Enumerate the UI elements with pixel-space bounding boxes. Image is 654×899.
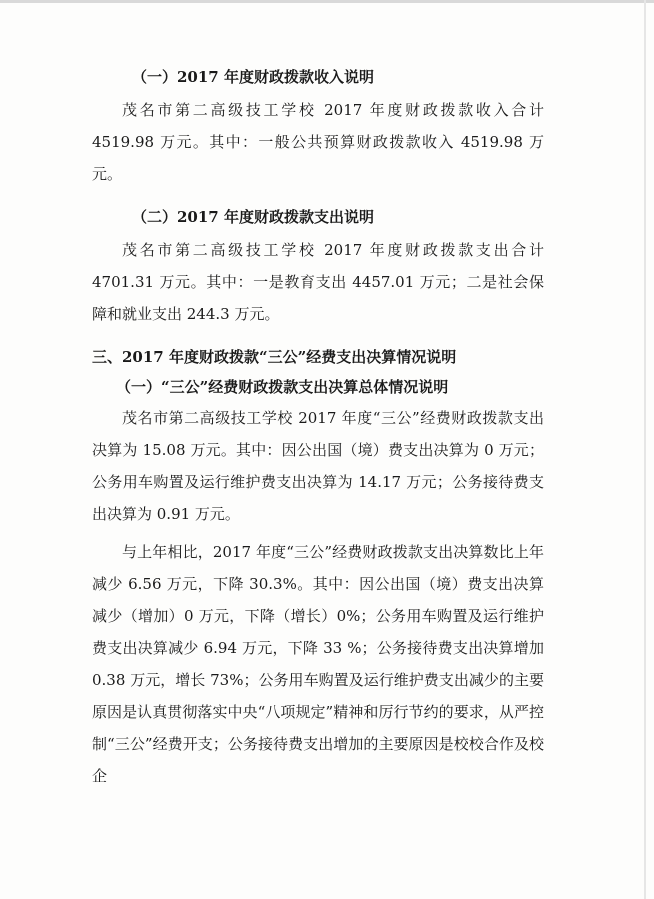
section3-heading: 三、2017 年度财政拨款“三公”经费支出决算情况说明 (92, 348, 457, 366)
section3-1-heading: （一）“三公”经费财政拨款支出决算总体情况说明 (116, 378, 449, 396)
section2-heading: （二）2017 年度财政拨款支出说明 (132, 208, 374, 226)
section3-1-paragraph-2: 与上年相比，2017 年度“三公”经费财政拨款支出决算数比上年减少 6.56 万元，下降 30.3%。其中：因公出国（境）费支出决算减少（增加）0 万元，下降（增长）0%；公务用车购置及运行维护费支出决算减少 6.94 万元，下降 33 %；公务接待费支出决算增加 0.38 万元，增长 73%；公务用车购置及运行维护费支出减少的主要原因是认真贯彻落实中央“八项规定”精神和厉行节约的要求，从严控制“三公”经费开支；公务接待费支出增加的主要原因是校校合作及校企 (92, 543, 544, 785)
section1-heading: （一）2017 年度财政拨款收入说明 (132, 68, 374, 86)
document-body (92, 62, 544, 792)
section2-paragraph: 茂名市第二高级技工学校 2017 年度财政拨款支出合计 4701.31 万元。其中：一是教育支出 4457.01 万元；二是社会保障和就业支出 244.3 万元。 (92, 241, 544, 323)
scan-edge-top (0, 0, 654, 3)
section3-1-paragraph: 茂名市第二高级技工学校 2017 年度“三公”经费财政拨款支出决算为 15.08 万元。其中：因公出国（境）费支出决算为 0 万元；公务用车购置及运行维护费支出决算为 14.17 万元；公务接待费支出决算为 0.91 万元。 (92, 409, 544, 523)
section1-paragraph: 茂名市第二高级技工学校 2017 年度财政拨款收入合计 4519.98 万元。其中：一般公共预算财政拨款收入 4519.98 万元。 (92, 101, 544, 183)
scan-edge-right (644, 0, 646, 899)
